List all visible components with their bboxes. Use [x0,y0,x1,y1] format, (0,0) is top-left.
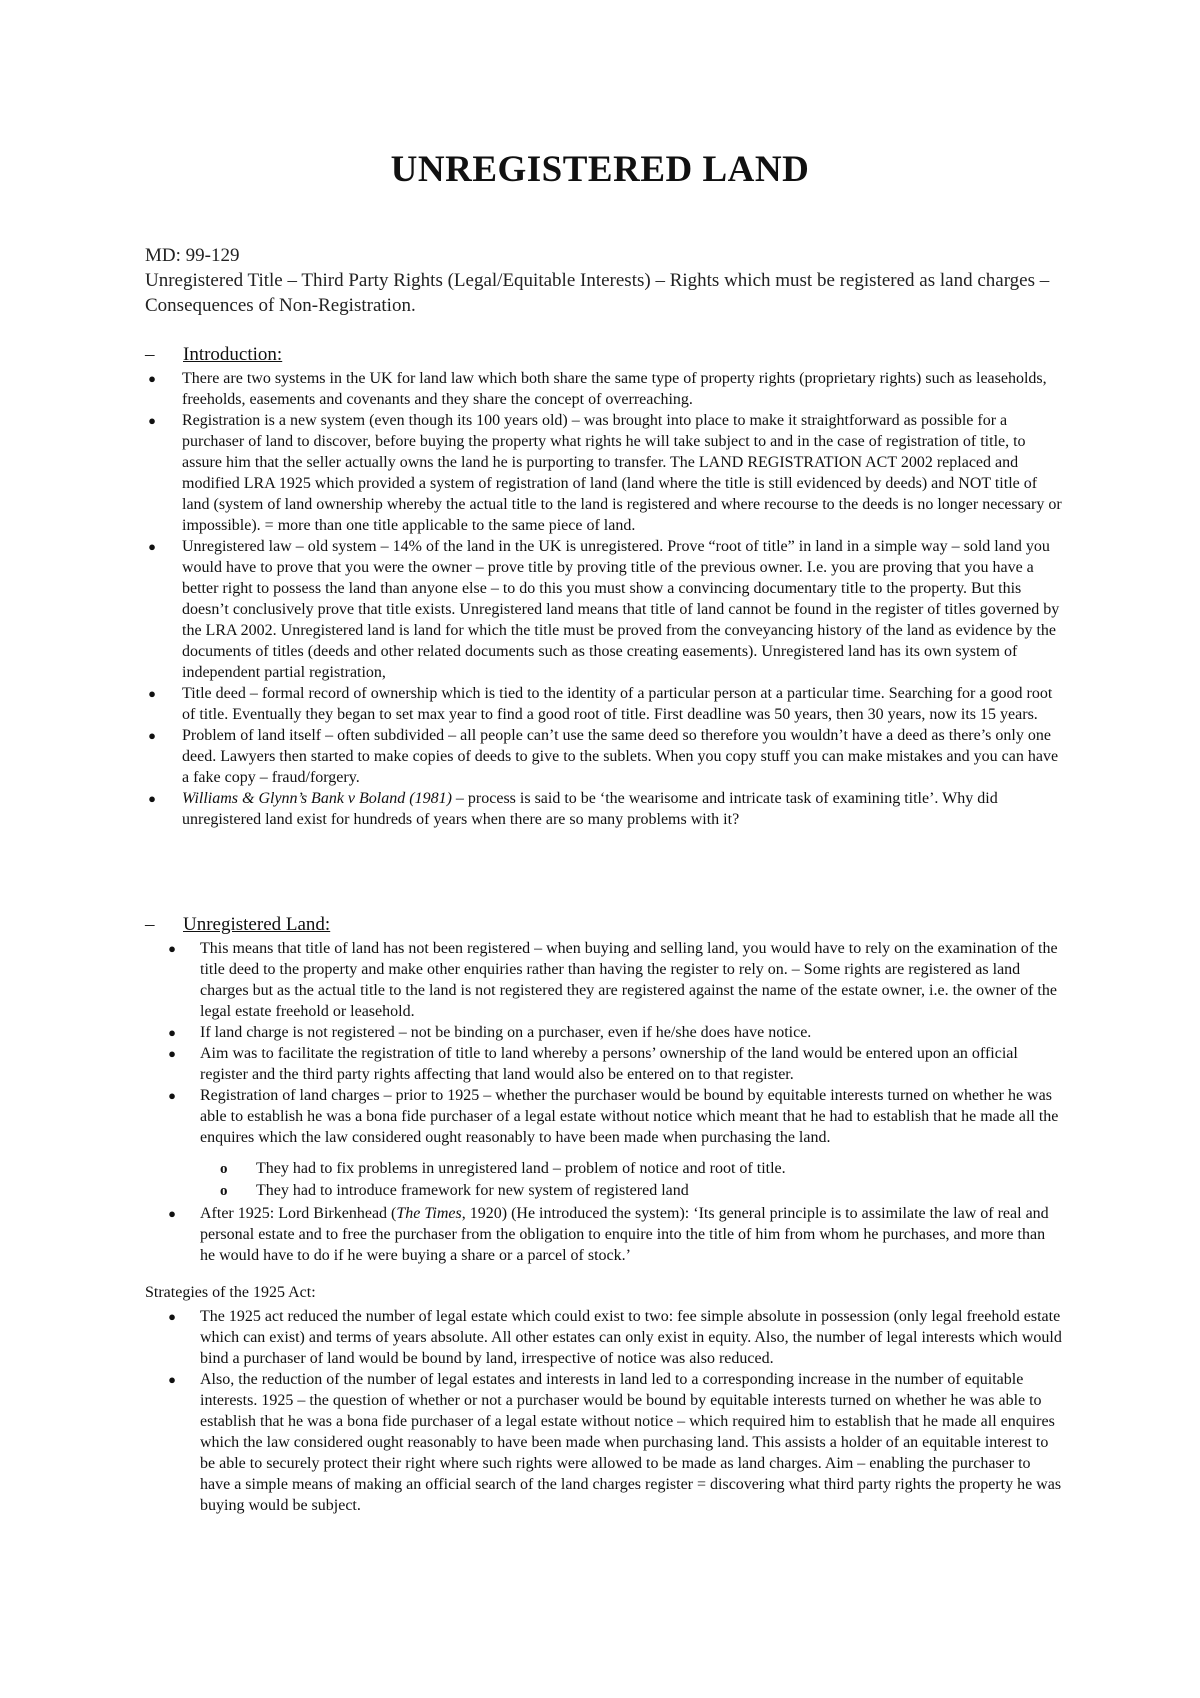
bullet-marker: ● [168,1206,176,1221]
list-item [148,683,1062,725]
bullet-text: Also, the reduction of the number of legal estates and interests in land led to a corresponding increase in the number of equitable interests. 1925 – the question of whether or not a purchaser would be bound by equitable interests turned on whether he was able to establish that he was a bona fide purchaser of a legal estate without notice – which required him to establish that he made all enquires which the law considered ought reasonably to have been made when purchasing land. This assists a holder of an equitable interest to be able to securely protect their right where such rights were allowed to be made as land charges. Aim – enabling the purchaser to have a simple means of making an official search of the land charges register = discovering what third party rights the property he was buying would be subject. [200,1371,1062,1514]
list-item [168,1022,1062,1043]
bullet-text: Aim was to facilitate the registration of title to land whereby a persons’ ownership of the land would be entered upon an official register and the third party rights affecting that land would also be entered on to that register. [200,1045,1018,1083]
bullet-text: , 1920) (He introduced the system): ‘Its general principle is to assimilate the law of real and personal estate and to free the purchaser from the obligation to enquire into the title of him from whom he purchases, and more than he would have to do if he were buying a share or a parcel of stock.’ [200,1205,1049,1264]
md-reference: MD: 99-129 [145,245,240,266]
bullet-text: The 1925 act reduced the number of legal estate which could exist to two: fee simple absolute in possession (only legal freehold estate which can exist) and terms of years absolute. All other estates can only exist in equity. Also, the number of legal interests which would bind a purchaser of land would be bound by land, irrespective of notice was also reduced. [200,1308,1062,1367]
bullet-marker: ● [168,941,176,956]
source-citation: The Times [396,1205,462,1222]
list-item [148,410,1062,536]
unregistered-land-bullet-list [168,938,1062,1148]
dash-marker: – [145,344,155,365]
bullet-text: This means that title of land has not been registered – when buying and selling land, you would have to rely on the examination of the title deed to the property and make other enquiries rather than having the register to rely on. – Some rights are registered as land charges but as the actual title to the land is not registered they are registered against the name of the estate owner, i.e. the owner of the legal estate freehold or leasehold. [200,940,1058,1020]
bullet-marker: ● [148,371,156,386]
list-item [168,938,1062,1022]
bullet-text: They had to introduce framework for new system of registered land [256,1182,689,1199]
bullet-marker: ● [148,413,156,428]
list-item [220,1180,786,1202]
sub-bullet-marker: o [220,1183,228,1199]
bullet-text: Registration of land charges – prior to 1925 – whether the purchaser would be bound by equitable interests turned on whether he was able to establish he was a bona fide purchaser of a legal estate without notice which meant that he had to establish that he made all the enquires which the law considered ought reasonably to have been made when purchasing the land. [200,1087,1059,1146]
topics-line: Unregistered Title – Third Party Rights (Legal/Equitable Interests) – Rights which must be registered as land charges – Consequences of Non-Registration. [145,270,1050,316]
section-unregistered-land-heading [145,914,330,936]
bullet-marker: ● [168,1372,176,1387]
bullet-marker: ● [168,1046,176,1061]
bullet-marker: ● [148,728,156,743]
bullet-text: They had to fix problems in unregistered land – problem of notice and root of title. [256,1160,786,1177]
bullet-marker: ● [148,539,156,554]
bullet-text: Problem of land itself – often subdivided – all people can’t use the same deed so therefore you wouldn’t have a deed as there’s only one deed. Lawyers then started to make copies of deeds to give to the sublets. When you copy stuff you can make mistakes and you can have a fake copy – fraud/forgery. [182,727,1059,786]
strategies-bullet-list [168,1306,1062,1516]
bullet-text: – process is said to be ‘the wearisome and intricate task of examining title’. Why did unregistered land exist for hundreds of years when there are so many problems with it? [182,790,998,828]
introduction-bullet-list [148,368,1062,830]
bullet-marker: ● [148,686,156,701]
after-1925-bullet-list [168,1203,1062,1266]
bullet-marker: ● [168,1309,176,1324]
list-item [148,536,1062,683]
bullet-marker: ● [168,1088,176,1103]
section-label: Introduction: [183,344,283,365]
list-item [168,1085,1062,1148]
strategies-heading: Strategies of the 1925 Act: [145,1284,316,1301]
bullet-marker: ● [148,791,156,806]
bullet-text: Title deed – formal record of ownership which is tied to the identity of a particular person at a particular time. Searching for a good root of title. Eventually they began to set max year to find a good root of title. First deadline was 50 years, then 30 years, now its 15 years. [182,685,1053,723]
bullet-text: There are two systems in the UK for land law which both share the same type of property rights (proprietary rights) such as leaseholds, freeholds, easements and covenants and they share the concept of overreaching. [182,370,1047,408]
list-item [168,1203,1062,1266]
list-item [148,725,1062,788]
sub-bullet-list [220,1158,786,1202]
document-title: UNREGISTERED LAND [390,149,810,190]
section-label: Unregistered Land: [183,914,331,935]
dash-marker: – [145,914,155,935]
sub-bullet-marker: o [220,1161,228,1177]
list-item [168,1306,1062,1369]
list-item [148,368,1062,410]
section-introduction-heading [145,344,282,366]
list-item [220,1158,786,1180]
case-citation: Williams & Glynn’s Bank v Boland (1981) [182,790,452,807]
list-item [168,1369,1062,1516]
bullet-text: Registration is a new system (even though its 100 years old) – was brought into place to make it straightforward as possible for a purchaser of land to discover, before buying the property what rights he will take subject to and in the case of registration of title, to assure him that the seller actually owns the land he is purporting to transfer. The LAND REGISTRATION ACT 2002 replaced and modified LRA 1925 which provided a system of registration of land (land where the title is still evidenced by deeds) and NOT title of land (system of land ownership whereby the actual title to the land is registered and where recourse to the deeds is no longer necessary or impossible). = more than one title applicable to the same piece of land. [182,412,1062,534]
bullet-text: Unregistered law – old system – 14% of the land in the UK is unregistered. Prove “root of title” in land in a simple way – sold land you would have to prove that you were the owner – prove title by proving title of the previous owner. I.e. you are proving that you have a better right to possess the land than anyone else – to do this you must show a convincing documentary title to the property. But this doesn’t conclusively prove that title exists. Unregistered land means that title of land cannot be found in the register of titles governed by the LRA 2002. Unregistered land is land for which the title must be proved from the conveyancing history of the land as evidence by the documents of titles (deeds and other related documents such as those creating easements). Unregistered land has its own system of independent partial registration, [182,538,1060,681]
bullet-marker: ● [168,1025,176,1040]
bullet-text: After 1925: Lord Birkenhead ( [200,1205,397,1222]
list-item [148,788,1062,830]
list-item [168,1043,1062,1085]
bullet-text: If land charge is not registered – not be binding on a purchaser, even if he/she does have notice. [200,1024,812,1041]
